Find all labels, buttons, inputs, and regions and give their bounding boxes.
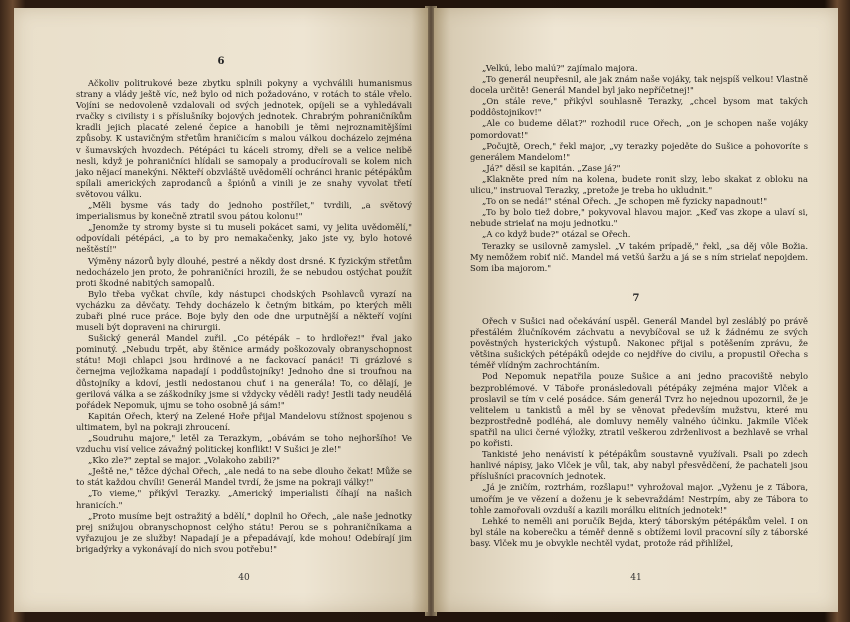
paragraph: „Já?" děsil se kapitán. „Zase já?" — [482, 162, 621, 173]
paragraph: Výměny názorů byly dlouhé, pestré a někdy dost drsné. K fyzickým střetům nedocházelo jen proto, že pohraničníci hrozili, že se nebudou ostýchat použít proti škodné nabitých samopalů. — [76, 255, 412, 288]
paragraph: „Ale co budeme dělat?" rozhodil ruce Ořech, „on je schopen naše vojáky pomordovat!" — [470, 118, 808, 140]
paragraph: Pod Nepomuk nepatřila pouze Sušice a ani jedno pracoviště nebylo bezproblémové. V Táboře pronásledovali pétépáky zejména major Vlček a proslavil se tím v celé posádce. Sám generál Tvrz ho nejednou upozornil, že je velitelem u tankistů a měl by se věnovat především mužstvu, které mu bezprostředně podléhá, ale domluvy neměly valného účinku. Jakmile Vlček spatřil na ulici černé výložky, ztratil veškerou zdrženlivost a bezhlavě se vrhal po kořisti. — [470, 371, 808, 449]
paragraph: Lehké to neměli ani poručík Bejda, který táborským pétépákům velel. I on byl stále na koberečku a téměř denně s obtížemi lovil pracovní síly z táborské basy. Vlček mu je obvykle nechtěl vydat, protože rád přihlížel, — [470, 515, 808, 548]
paragraph: „On stále reve," přikývl souhlasně Terazky, „chcel bysom mat takých poddôstojnikov!" — [470, 96, 808, 118]
paragraph: „To vieme," přikývl Terazky. „Americký imperialisti číhají na našich hranicích." — [76, 488, 412, 510]
paragraph: „Kko zle?" zeptal se major. „Volakoho zabili?" — [88, 455, 280, 466]
right-page-text-top — [470, 63, 808, 274]
paragraph: „To on se nedá!" sténal Ořech. „Je schopen mě fyzicky napadnout!" — [482, 196, 768, 207]
paragraph: „Počujtě, Orech," řekl major, „vy terazky pojeděte do Sušice a pohovoríte s generálem Mandelom!" — [470, 140, 808, 162]
paragraph: „Ještě ne," těžce dýchal Ořech, „ale nedá to na sebe dlouho čekat! Může se to stát každou chvíli! Generál Mandel tvrdí, že jsme na pokraji války!" — [76, 466, 412, 488]
paragraph: Terazky se usilovně zamyslel. „V takém prípadě," řekl, „sa děj vôle Božia. My nemôžem robiť nič. Mandel má vetšú šaržu a já se s ním strielať nepojdem. Som iba majorom." — [470, 240, 808, 273]
paragraph: „Jenomže ty stromy byste si tu museli pokácet sami, vy jelita uvědomělí," odpovídali pétépáci, „a to by pro nemakačenky, jako jste vy, bylo hotové neštěstí!" — [76, 222, 412, 255]
paragraph: „Já je zničím, roztrhám, rozšlapu!" vyhrožoval major. „Vyženu je z Tábora, umořím je ve vězení a doženu je k sebevraždám! Nestrpím, aby ze Tábora to tohle zamořovali ovzduší a kazili morálku elitních jednotek!" — [470, 482, 808, 515]
left-page — [14, 8, 428, 612]
page-number: 41 — [630, 573, 642, 583]
right-page-text-bottom — [470, 316, 808, 549]
page-number: 40 — [238, 573, 250, 583]
paragraph: Bylo třeba vyčkat chvíle, kdy nástupci chodských Psohlavců vyrazí na vycházku za děvčaty. Tehdy docházelo k četným bitkám, po kterých měli zubaři plné ruce práce. Boje byly den ode dne urputnější a někteří vojíni museli být dopraveni na chirurgii. — [76, 288, 412, 333]
chapter-number: 6 — [217, 56, 225, 67]
paragraph: „Měli bysme vás tady do jednoho postřílet," tvrdili, „a světový imperialismus by konečně ztratil svou pátou kolonu!" — [76, 200, 412, 222]
paragraph: Sušický generál Mandel zuřil. „Co pétépák – to hrdlořez!" řval jako pominutý. „Nebudu trpět, aby štěnice armády poškozovaly obranyschopnost státu! Moji chlapci jsou hrdinové a ne fackovací panáci! Ti grázlové s černejma vejložkama napadají i poddůstojníky! Jednoho dne si troufnou na důstojníky a kdoví, jestli nedostanou chuť i na generála! To, co dělají, je gerilová válka a se záškodníky jsme si vždycky věděli rady! Jestli tady neudělá pořádek Nepomuk, ujmu se toho osobně já sám!" — [76, 333, 412, 410]
paragraph: „A co když bude?" otázal se Ořech. — [482, 229, 631, 240]
paragraph: „Klakněte pred ním na kolena, budete ronit slzy, lebo skakat z obloku na ulicu," instruoval Terazky, „pretože je treba ho ukludnit." — [470, 173, 808, 196]
paragraph: „Proto musíme bejt ostražitý a bdělí," doplnil ho Ořech, „ale naše jednotky prej snižujou obranyschopnost celýho státu! Perou se s pohraničníkama a vyřazujou je ze služby! Napadají je a přepadávají, kde mohou! Odebírají jim brigadýrky a vykonávají do nich svou potřebu!" — [76, 510, 412, 554]
paragraph: Ačkoliv politrukové beze zbytku splnili pokyny a vychválili humanismus strany a vlády ještě víc, než bylo od nich požadováno, v rotách to stále vřelo. Vojíni se nedovoleně vzdalovali od svých jednotek, opíjeli se a vyhledávali rvačky s civilisty i s příslušníky bojových jednotek. Chrabrým pohraničníkům kradli jejich placaté zelené čepice a hanobili je těmi nejroznamitějšími způsoby. K ustavičným střetům hraničicím s malou válkou docházelo zejména v šumavských hvozdech. Pétépáci tu káceli stromy, dřeli se a velice nelibě nesli, když je pohraničníci hlídali se samopaly a producírovali se kolem nich jako nějací manekýni. Někteří obzvláště uvědomělí ochránci hranic pétépákům spílali amerických zaprodanců a špiónů a vinili je ze snahy vyvolat třetí světovou válku. — [76, 78, 412, 199]
chapter-number: 7 — [632, 293, 640, 304]
left-page-text — [76, 78, 412, 555]
paragraph: Kapitán Ořech, který na Zelené Hoře přijal Mandelovu stížnost spojenou s ultimatem, byl na pokraji zhroucení. — [76, 410, 412, 432]
paragraph: Ořech v Sušici nad očekávání uspěl. Generál Mandel byl zesláblý po právě přestálém žlučníkovém záchvatu a nevybíčoval se už k žádnému ze svých pověstných hysterických výstupů. Nakonec přijal s potěšením zprávu, že většina sušických pétépáků odejde co nejdříve do civilu, a propustil Ořecha s téměř vlídným zachrochtáním. — [470, 316, 808, 371]
paragraph: „Velkú, lebo malú?" zajímalo majora. — [482, 63, 638, 73]
paragraph: Tankisté jeho nenávistí k pétépákům soustavně využívali. Psali po zdech hanlivé nápisy, jako Vlček je vůl, tak, aby nabyl přesvědčení, že pachateli jsou příslušníci pracovních jednotek. — [470, 449, 808, 482]
right-page — [434, 8, 838, 612]
paragraph: „To generál neupřesnil, ale jak znám naše vojáky, tak nejspíš velkou! Vlastně docela určitě! Generál Mandel byl jako nepříčetnej!" — [470, 74, 808, 96]
paragraph: „To by bolo tiež dobre," pokyvoval hlavou major. „Keď vas zkope a ulaví si, nebude strielať na moju jednotku." — [470, 207, 808, 229]
paragraph: „Soudruhu majore," letěl za Terazkym, „obávám se toho nejhoršího! Ve vzduchu visí velice závažný politickej konflikt! V Sušici je zle!" — [76, 433, 412, 455]
